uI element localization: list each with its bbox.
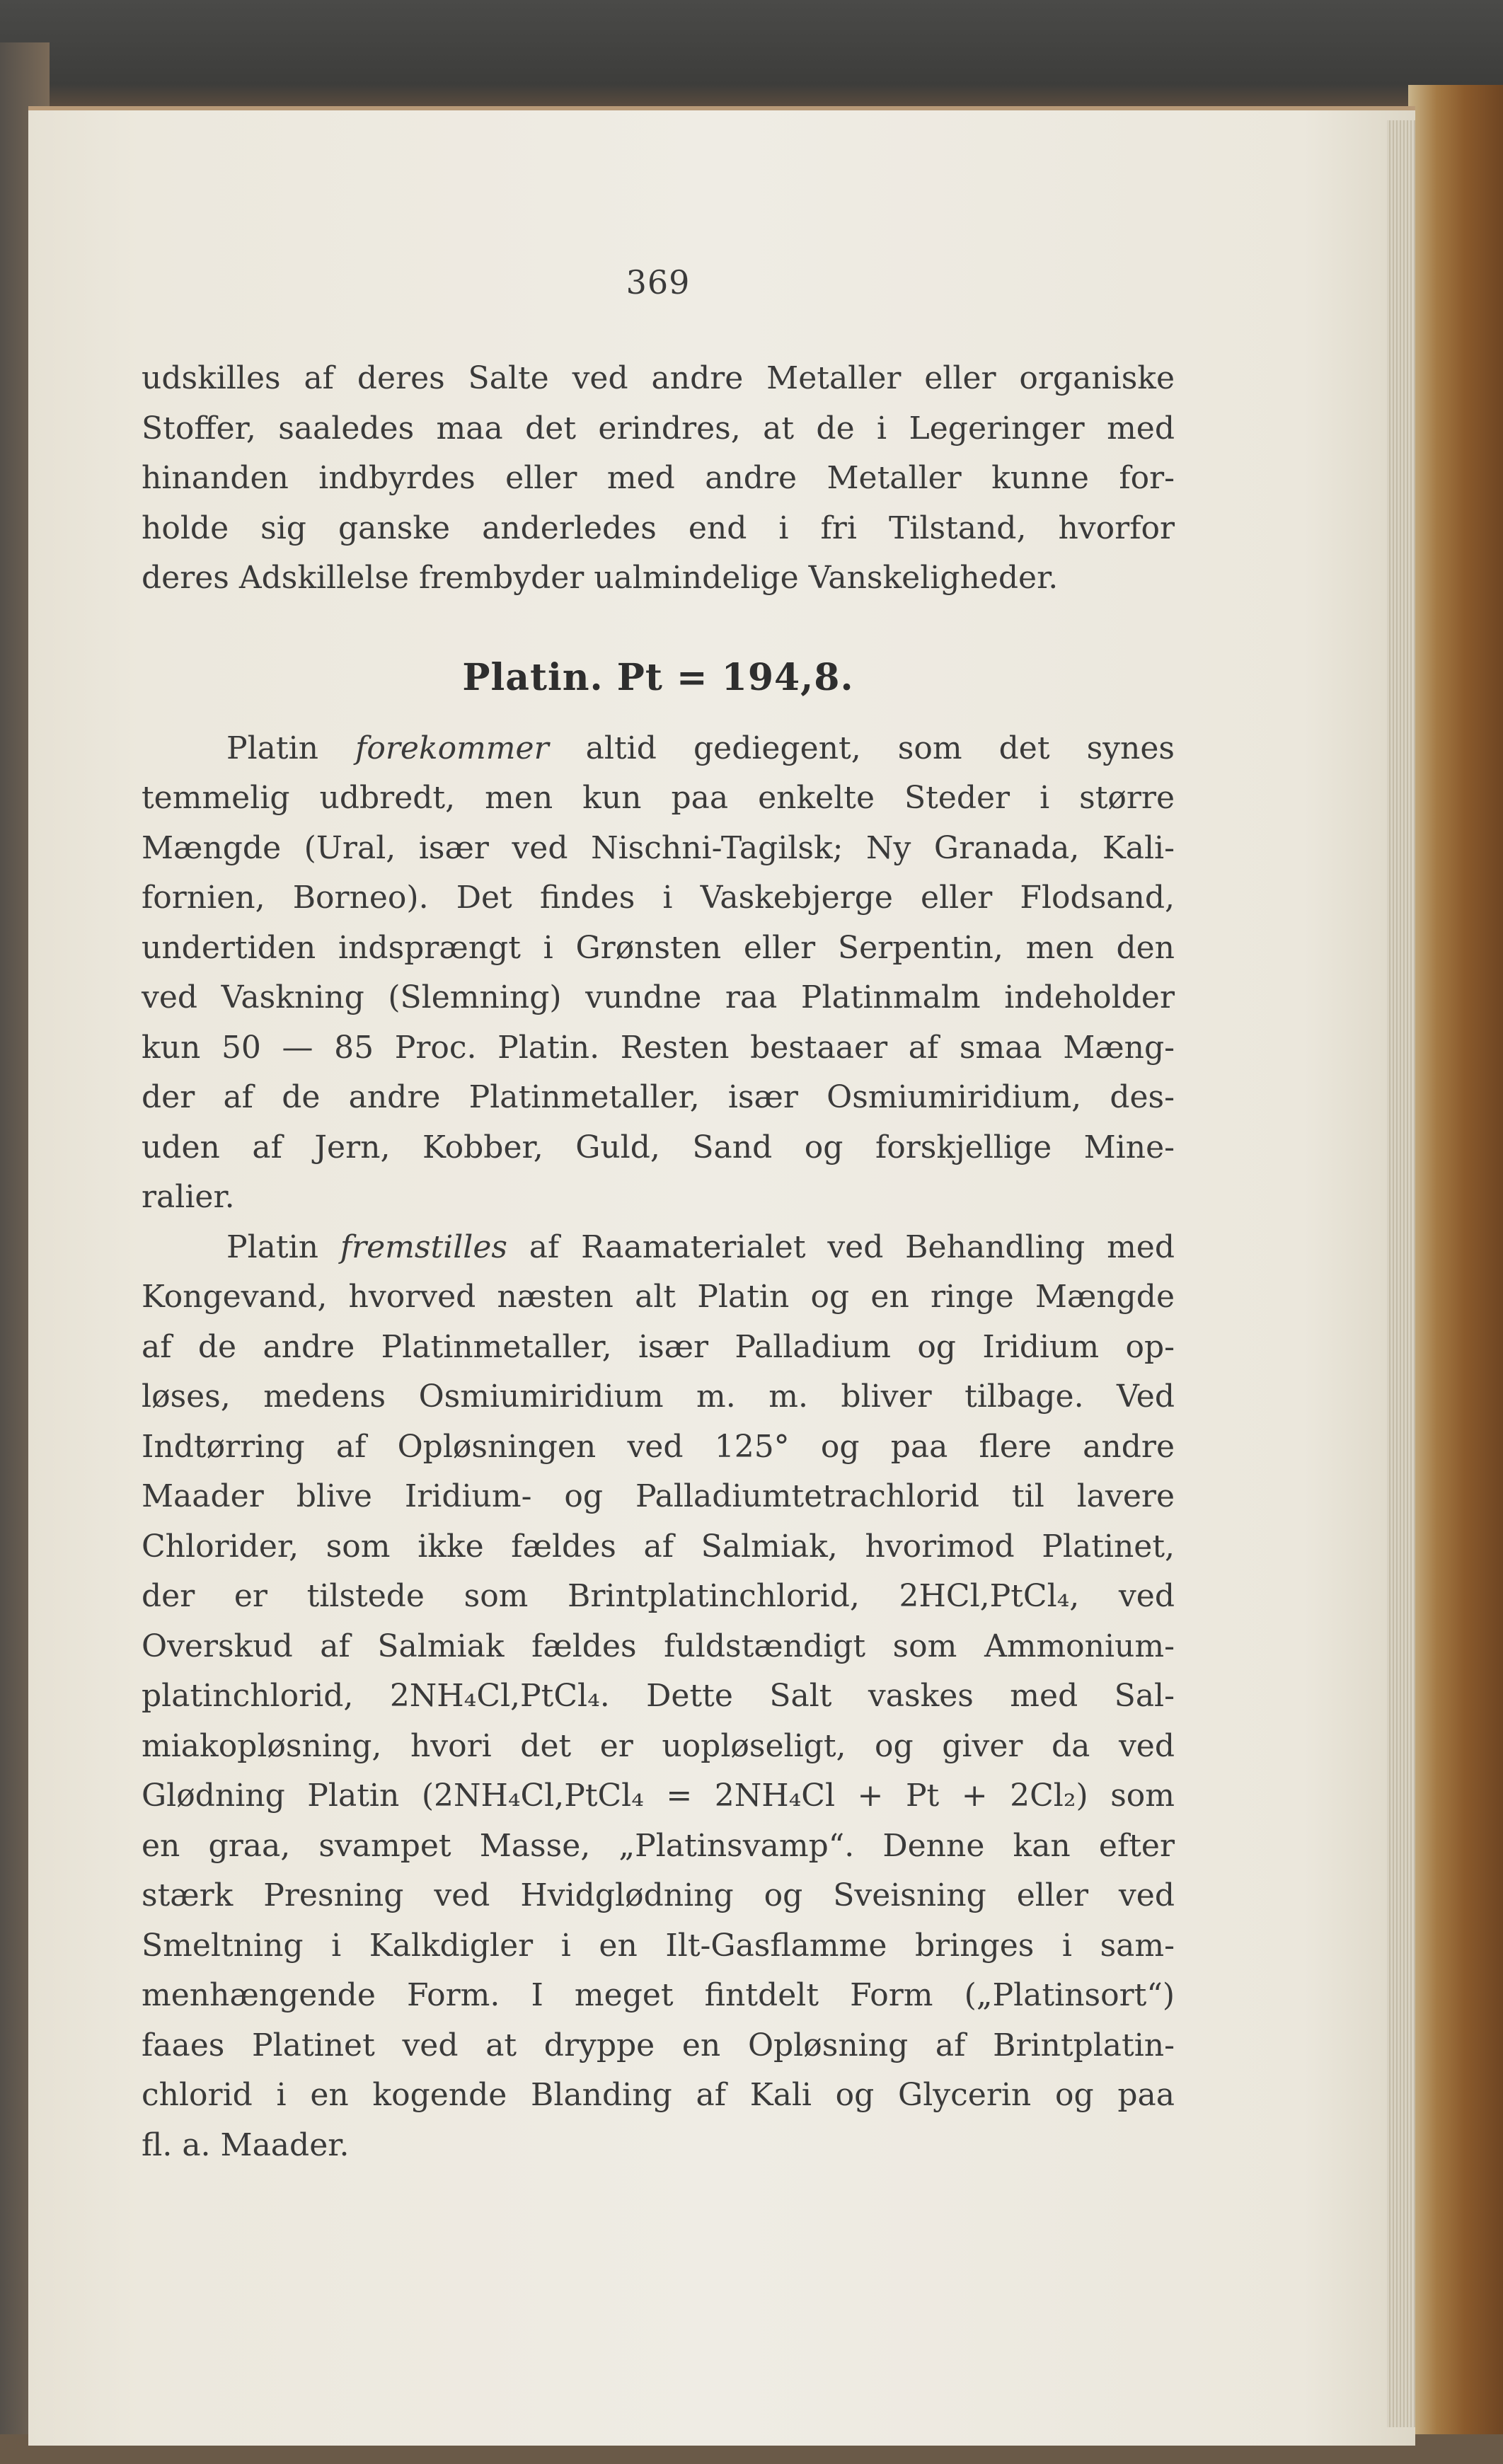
page-edges	[1387, 120, 1415, 2427]
text-line: platinchlorid, 2NH₄Cl,PtCl₄. Dette Salt vaskes med Sal-	[142, 1678, 1175, 1714]
text-line: der af de andre Platinmetaller, især Osmiumiridium, des-	[142, 1079, 1175, 1115]
emphasis-term: fremstilles	[340, 1228, 507, 1265]
text-line: deres Adskillelse frembyder ualmindelige Vanskeligheder.	[142, 560, 1059, 596]
text-line: der er tilstede som Brintplatinchlorid, 2HCl,PtCl₄, ved	[142, 1578, 1175, 1614]
section-heading: Platin. Pt = 194,8.	[462, 655, 854, 699]
page-number: 369	[626, 263, 691, 301]
emphasis-term: forekommer	[355, 730, 549, 766]
paragraph-forekommer	[142, 724, 1175, 1223]
text-line: Glødning Platin (2NH₄Cl,PtCl₄ = 2NH₄Cl + Pt + 2Cl₂) som	[142, 1778, 1175, 1814]
text-line-first	[142, 1223, 1175, 1273]
text-line: af de andre Platinmetaller, især Palladium og Iridium op-	[142, 1328, 1175, 1365]
text-line: chlorid i en kogende Blanding af Kali og Glycerin og paa	[142, 2077, 1175, 2113]
text-line: Mængde (Ural, især ved Nischni-Tagilsk; Ny Granada, Kali-	[142, 829, 1175, 866]
text-line: Overskud af Salmiak fældes fuldstændigt som Ammonium-	[142, 1628, 1175, 1664]
text-line: ralier.	[142, 1179, 235, 1215]
text-line: løses, medens Osmiumiridium m. m. bliver tilbage. Ved	[142, 1378, 1175, 1415]
text-line: ved Vaskning (Slemning) vundne raa Platinmalm indeholder	[142, 979, 1175, 1015]
text-line: Stoffer, saaledes maa det erindres, at de i Legeringer med	[142, 410, 1175, 447]
text-line: Kongevand, hvorved næsten alt Platin og en ringe Mængde	[142, 1279, 1175, 1315]
text-line: stærk Presning ved Hvidglødning og Sveisning eller ved	[142, 1877, 1175, 1913]
text-prefix: Platin	[226, 1228, 340, 1265]
text-line: udskilles af deres Salte ved andre Metaller eller organiske	[142, 360, 1175, 396]
text-line: en graa, svampet Masse, „Platinsvamp“. Denne kan efter	[142, 1827, 1175, 1864]
text-block	[142, 354, 1175, 2170]
text-line: miakopløsning, hvori det er uopløseligt, og giver da ved	[142, 1727, 1175, 1764]
text-line: undertiden indsprængt i Grønsten eller Serpentin, men den	[142, 929, 1175, 966]
text-line: Smeltning i Kalkdigler i en Ilt-Gasflamme bringes i sam-	[142, 1927, 1175, 1964]
text-line: fornien, Borneo). Det findes i Vaskebjerge eller Flodsand,	[142, 880, 1175, 916]
text-line: Maader blive Iridium- og Palladiumtetrachlorid til lavere	[142, 1478, 1175, 1514]
text-line: uden af Jern, Kobber, Guld, Sand og forskjellige Mine-	[142, 1129, 1175, 1165]
text-line: holde sig ganske anderledes end i fri Tilstand, hvorfor	[142, 510, 1175, 546]
text-line: Indtørring af Opløsningen ved 125° og paa flere andre	[142, 1428, 1175, 1465]
text-line: hinanden indbyrdes eller med andre Metaller kunne for-	[142, 460, 1175, 496]
text-line-first	[142, 724, 1175, 774]
paragraph-fremstilles	[142, 1223, 1175, 2171]
text-line: fl. a. Maader.	[142, 2126, 350, 2163]
text-line: temmelig udbredt, men kun paa enkelte Steder i større	[142, 780, 1175, 816]
text-line: faaes Platinet ved at dryppe en Opløsning af Brintplatin-	[142, 2027, 1175, 2063]
text-line: kun 50 — 85 Proc. Platin. Resten bestaaer af smaa Mæng-	[142, 1029, 1175, 1066]
text-line: Chlorider, som ikke fældes af Salmiak, hvorimod Platinet,	[142, 1528, 1175, 1565]
text-suffix: altid gediegent, som det synes	[548, 730, 1175, 766]
book-binding-top	[0, 0, 1503, 120]
paragraph-intro	[142, 354, 1175, 604]
text-prefix: Platin	[226, 730, 356, 766]
book-cover-edge	[1408, 85, 1503, 2464]
text-suffix: af Raamaterialet ved Behandling med	[507, 1228, 1175, 1265]
text-line: menhængende Form. I meget fintdelt Form („Platinsort“)	[142, 1977, 1175, 2013]
